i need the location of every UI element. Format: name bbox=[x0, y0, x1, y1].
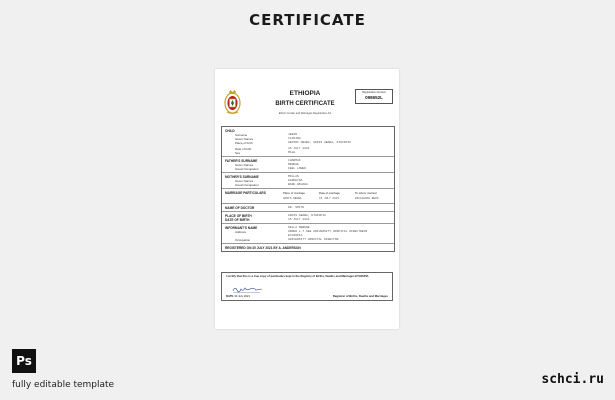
page-heading: CERTIFICATE bbox=[249, 11, 366, 29]
site-watermark: schci.ru bbox=[541, 372, 604, 387]
date-heading: DATE OF BIRTH bbox=[225, 217, 250, 222]
place-value: ADDIS ABABA, ETHIOPIA bbox=[288, 213, 326, 217]
certification-date bbox=[226, 294, 250, 298]
field-value: MENDAE bbox=[288, 162, 299, 166]
act-subtitle: Ethnic Certain and Marriages Registration Act bbox=[278, 112, 332, 115]
field-label: Occupation bbox=[235, 237, 251, 242]
field-label: Usual Occupation bbox=[235, 166, 259, 171]
field-value: BARE WOLDEG bbox=[288, 182, 308, 186]
field-row bbox=[225, 151, 391, 155]
field-value: ETHIOPIA bbox=[288, 233, 303, 237]
marriage-columns bbox=[283, 191, 391, 195]
certification-statement: I certify that this is a true copy of particulars kept in the Registry of Births, Deaths and Marriages ETHIOPIA bbox=[226, 274, 369, 278]
field-value: GENTRI ABABA, ADDIS ABABA, ETHIOPIA bbox=[288, 140, 352, 144]
coat-of-arms-icon bbox=[224, 88, 241, 115]
field-value: GARDETNA bbox=[288, 178, 303, 182]
marriage-col-value: ADDIS ABABA bbox=[283, 196, 302, 200]
date-row bbox=[225, 218, 391, 222]
field-label: Surname bbox=[235, 132, 248, 137]
doctor-section bbox=[222, 204, 394, 212]
marriage-col-label: Place of marriage bbox=[283, 190, 305, 195]
marriage-col-value: 15 JULY 2021 bbox=[319, 196, 340, 200]
marriage-section bbox=[222, 189, 394, 204]
father-section bbox=[222, 157, 394, 173]
document-header bbox=[249, 90, 361, 116]
particulars-form bbox=[221, 126, 395, 252]
field-row bbox=[225, 167, 391, 171]
doctor-name: DR. SMITH bbox=[288, 205, 305, 209]
field-value: UNIVERSITY HOSPITAL DIRECTOR bbox=[288, 237, 339, 241]
registration-number: 098652L bbox=[365, 95, 383, 100]
mother-surname: MOLLAS bbox=[288, 174, 299, 178]
field-label: Given Names bbox=[235, 178, 254, 183]
field-row bbox=[225, 183, 391, 187]
field-value: CLOSING bbox=[288, 136, 301, 140]
date-label: DATE bbox=[226, 294, 234, 298]
signature-icon bbox=[232, 286, 264, 293]
informant-section bbox=[222, 224, 394, 244]
photoshop-logo-icon: Ps bbox=[12, 349, 36, 373]
field-label: Place of birth bbox=[235, 140, 253, 145]
child-heading: CHILD bbox=[225, 128, 235, 133]
certificate-document bbox=[215, 69, 399, 329]
place-date-section bbox=[222, 212, 394, 224]
registered-line: REGISTERED ON 30 JULY 2021 BY A. ANDERSON bbox=[225, 245, 301, 250]
certification-box bbox=[221, 272, 393, 301]
field-label: Address bbox=[235, 229, 247, 234]
registration-label: Registration Number bbox=[362, 91, 386, 94]
date-value: 30 July 2021 bbox=[234, 294, 251, 298]
marriage-col-value: ESCALERAS BEDS bbox=[355, 196, 379, 200]
registered-section bbox=[222, 244, 394, 251]
document-title: BIRTH CERTIFICATE bbox=[275, 101, 335, 107]
tagline: fully editable template bbox=[12, 380, 115, 390]
date-value: 15 JULY 2021 bbox=[288, 217, 310, 221]
father-heading: FATHER'S SURNAME bbox=[225, 158, 258, 163]
field-value: MALE bbox=[288, 150, 296, 154]
informant-name: SELLA NEBENE bbox=[288, 225, 310, 229]
field-value: FEEL LOWER bbox=[288, 166, 307, 170]
field-label: Date of birth bbox=[235, 146, 252, 151]
marriage-heading: MARRIAGE PARTICULARS bbox=[225, 190, 266, 195]
father-surname: CHARMAK bbox=[288, 158, 301, 162]
field-row bbox=[225, 238, 391, 242]
country-title: ETHIOPIA bbox=[289, 90, 321, 97]
registrar-title: Registrar of Births, Deaths and Marriages bbox=[332, 294, 388, 298]
informant-heading: INFORMANT'S NAME bbox=[225, 225, 258, 230]
doctor-heading: NAME OF DOCTOR bbox=[225, 205, 255, 210]
field-label: Given Names bbox=[235, 136, 254, 141]
mother-heading: MOTHER'S SURNAME bbox=[225, 174, 259, 179]
child-section bbox=[222, 127, 394, 157]
marriage-col-label: Date of marriage bbox=[319, 190, 340, 195]
field-row bbox=[225, 141, 391, 145]
field-label: Usual Occupation bbox=[235, 182, 259, 187]
field-value: JEBIR bbox=[288, 132, 298, 136]
place-heading: PLACE OF BIRTH bbox=[225, 213, 252, 218]
marriage-values bbox=[283, 197, 391, 201]
registration-box bbox=[355, 89, 393, 104]
field-label: Given Names bbox=[235, 162, 254, 167]
field-value: 15 JULY 2021 bbox=[288, 146, 310, 150]
doctor-row bbox=[225, 206, 391, 210]
mother-section bbox=[222, 173, 394, 189]
field-label: Sex bbox=[235, 150, 241, 155]
field-value: UNDER L.T.SEE UNIVERSITY HOSPITAL DIRECTRESS bbox=[288, 229, 368, 233]
marriage-col-label: To whom married bbox=[355, 190, 377, 195]
